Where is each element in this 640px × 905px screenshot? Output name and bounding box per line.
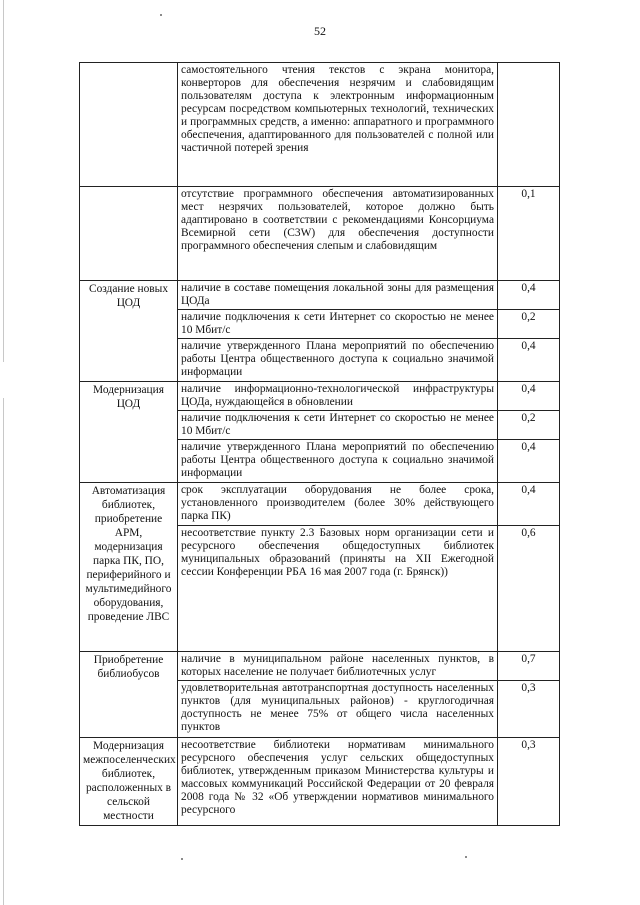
criterion-cell: срок эксплуатации оборудования не более срока, установленного производителем (более 30% действующего парка ПК) bbox=[178, 483, 498, 526]
direction-cell bbox=[80, 187, 178, 281]
weight-cell: 0,2 bbox=[498, 411, 560, 440]
criterion-cell: наличие информационно-технологической инфраструктуры ЦОДа, нуждающейся в обновлении bbox=[178, 382, 498, 411]
page-number: 52 bbox=[314, 24, 326, 38]
table-row bbox=[80, 63, 560, 187]
scan-speck bbox=[181, 858, 183, 860]
weight-cell: 0,3 bbox=[498, 738, 560, 826]
table-row bbox=[80, 738, 560, 826]
table-row bbox=[80, 187, 560, 281]
criteria-table bbox=[79, 62, 560, 826]
criterion-cell: наличие в составе помещения локальной зоны для размещения ЦОДа bbox=[178, 281, 498, 310]
criterion-cell: несоответствие пункту 2.3 Базовых норм организации сети и ресурсного обеспечения общедоступных библиотек муниципальных образований (приняты на XII Ежегодной сессии Конференции РБА 16 мая 2007 года (г. Брянск)) bbox=[178, 526, 498, 652]
direction-cell: Модернизация ЦОД bbox=[80, 382, 178, 483]
table-row bbox=[80, 382, 560, 411]
criterion-cell: наличие утвержденного Плана мероприятий по обеспечению работы Центра общественного доступа к социально значимой информации bbox=[178, 339, 498, 382]
weight-cell: 0,7 bbox=[498, 652, 560, 681]
weight-cell: 0,2 bbox=[498, 310, 560, 339]
weight-cell: 0,4 bbox=[498, 483, 560, 526]
weight-cell: 0,4 bbox=[498, 382, 560, 411]
criterion-cell: наличие подключения к сети Интернет со скоростью не менее 10 Мбит/с bbox=[178, 411, 498, 440]
direction-cell: Автоматизация библиотек, приобретение АРМ, модернизация парка ПК, ПО, периферийного и мультимедийного оборудования, проведение ЛВС bbox=[80, 483, 178, 652]
table-row bbox=[80, 652, 560, 681]
weight-cell: 0,1 bbox=[498, 187, 560, 281]
weight-cell: 0,6 bbox=[498, 526, 560, 652]
direction-cell: Создание новых ЦОД bbox=[80, 281, 178, 382]
weight-cell: 0,4 bbox=[498, 339, 560, 382]
table-row bbox=[80, 483, 560, 526]
criterion-cell: несоответствие библиотеки нормативам минимального ресурсного обеспечения услуг сельских общедоступных библиотек, утвержденным приказом Министерства культуры и массовых коммуникаций Российской Федерации от 20 февраля 2008 года № 32 «Об утверждении нормативов минимального ресурсного bbox=[178, 738, 498, 826]
scan-speck bbox=[160, 14, 162, 16]
direction-cell bbox=[80, 63, 178, 187]
weight-cell: 0,3 bbox=[498, 681, 560, 738]
weight-cell: 0,4 bbox=[498, 440, 560, 483]
criterion-cell: отсутствие программного обеспечения автоматизированных мест незрячих пользователей, которое должно быть адаптировано в соответствии с рекомендациями Консорциума Всемирной сети (C3W) для обеспечения доступности программного обеспечения слепым и слабовидящим bbox=[178, 187, 498, 281]
criterion-cell: наличие в муниципальном районе населенных пунктов, в которых население не получает библиотечных услуг bbox=[178, 652, 498, 681]
direction-cell: Модернизация межпоселенческих библиотек, расположенных в сельской местности bbox=[80, 738, 178, 826]
weight-cell: 0,4 bbox=[498, 281, 560, 310]
direction-cell: Приобретение библиобусов bbox=[80, 652, 178, 738]
table-row bbox=[80, 281, 560, 310]
criterion-cell: наличие утвержденного Плана мероприятий по обеспечению работы Центра общественного доступа к социально значимой информации bbox=[178, 440, 498, 483]
criterion-cell: удовлетворительная автотранспортная доступность населенных пунктов (для муниципальных районов) - круглогодичная доступность не менее 75% от общего числа населенных пунктов bbox=[178, 681, 498, 738]
scan-edge-mark bbox=[3, 0, 4, 905]
weight-cell bbox=[498, 63, 560, 187]
criterion-cell: наличие подключения к сети Интернет со скоростью не менее 10 Мбит/с bbox=[178, 310, 498, 339]
scan-speck bbox=[465, 856, 467, 858]
criterion-cell: самостоятельного чтения текстов с экрана монитора, конверторов для обеспечения незрячим и слабовидящим пользователям доступа к электронным информационным ресурсам посредством компьютерных технологий, технических и программных средств, а именно: аппаратного и программного обеспечения, адаптированного для пользователей с полной или частичной потерей зрения bbox=[178, 63, 498, 187]
